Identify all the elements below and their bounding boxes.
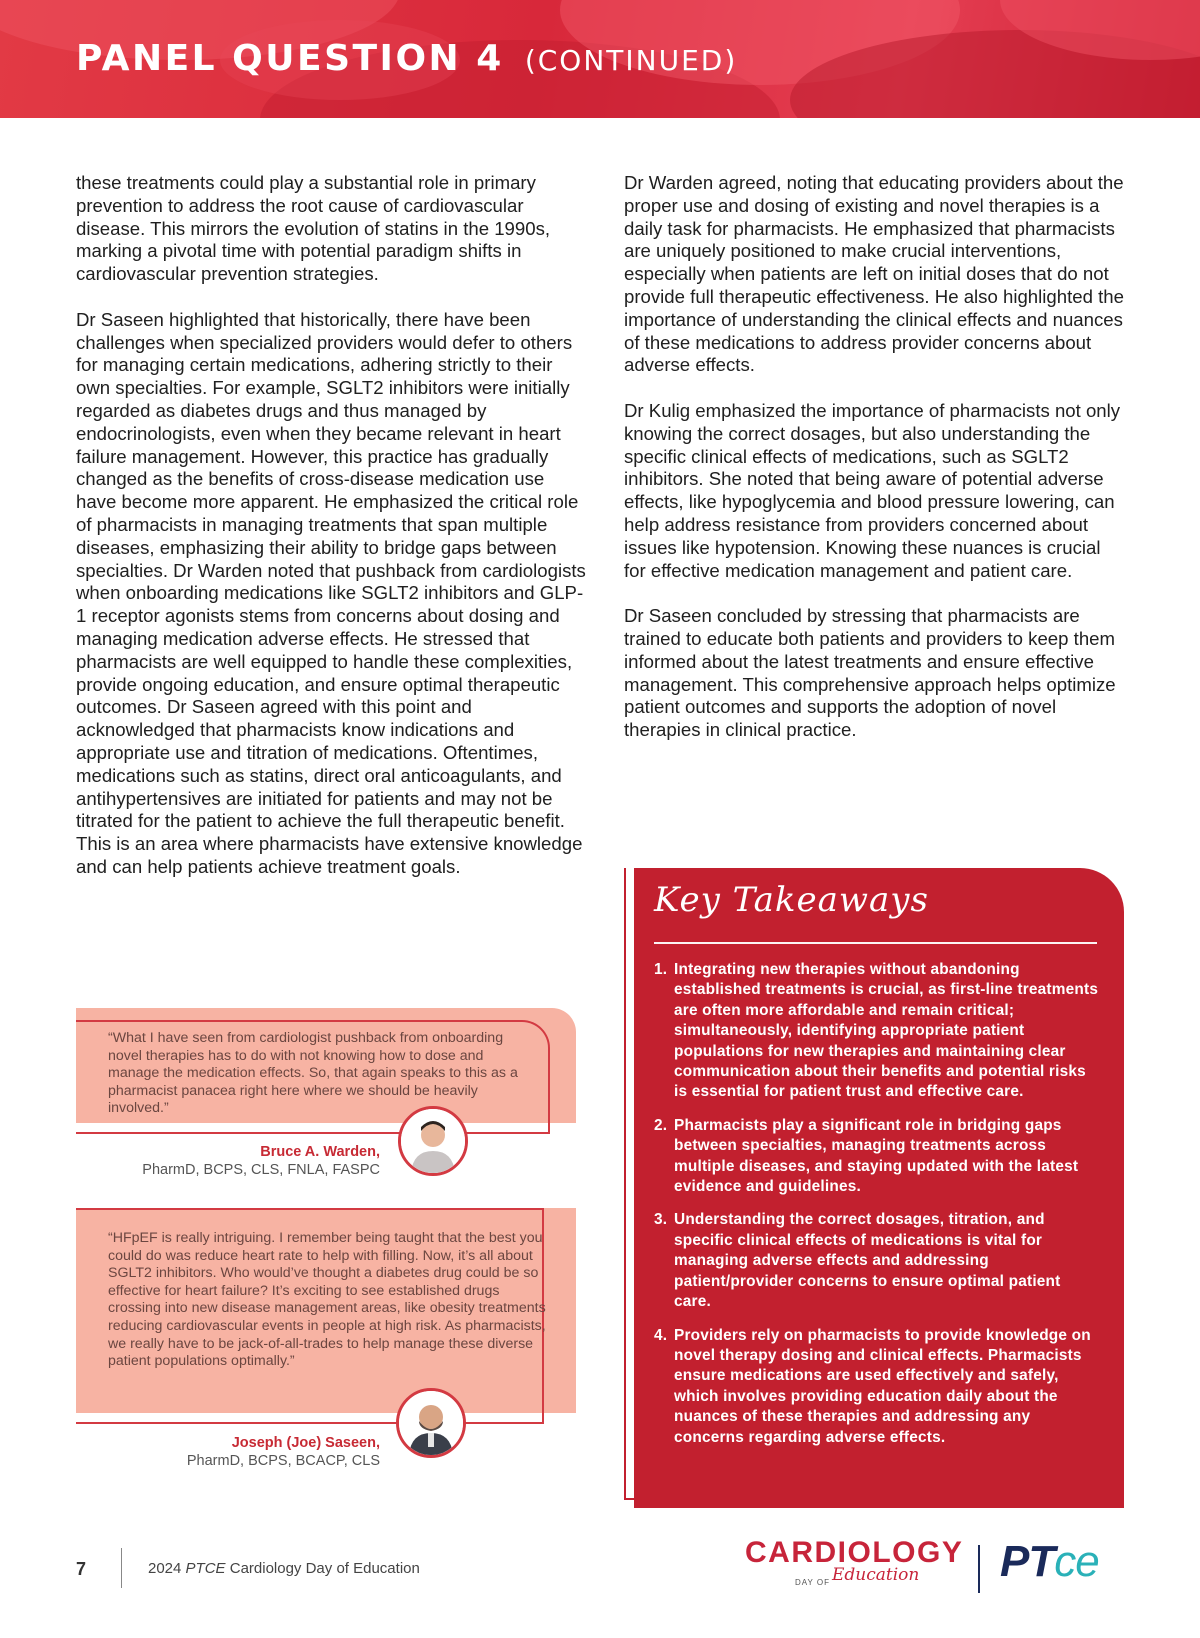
ptce-logo-pt: PT — [1000, 1537, 1055, 1586]
cardiology-logo-education: Education — [832, 1565, 920, 1585]
list-item — [654, 960, 1100, 1103]
title-subtitle: (CONTINUED) — [524, 44, 738, 77]
paragraph: Dr Warden agreed, noting that educating providers about the proper use and dosing of existing and novel therapies is a daily task for pharmacists. He emphasized that pharmacists are uniquely positioned to make crucial interventions, especially when patients are left on initial doses that do not provide full therapeutic effectiveness. He also highlighted the importance of understanding the clinical effects and nuances of these medications to address provider concerns about adverse effects. — [624, 172, 1124, 376]
cardiology-logo-text: CARDIOLOGY — [745, 1536, 964, 1569]
quote-attribution — [187, 1434, 380, 1470]
quote-attribution — [142, 1143, 380, 1179]
page-title — [76, 38, 737, 79]
quote-author-credentials: PharmD, BCPS, BCACP, CLS — [186, 1453, 380, 1469]
ptce-logo — [1000, 1537, 1099, 1587]
list-number: 1. — [654, 961, 668, 978]
logo-divider — [978, 1545, 980, 1593]
footer-text-post: Cardiology Day of Education — [225, 1560, 420, 1577]
list-number: 4. — [654, 1326, 668, 1344]
paragraph: Dr Saseen concluded by stressing that pharmacists are trained to educate both patients and providers to keep them informed about the latest treatments and ensure effective management. This comprehensive approach helps optimize patient outcomes and supports the adoption of novel therapies in clinical practice. — [624, 605, 1116, 741]
list-number: 2. — [654, 1116, 668, 1134]
key-takeaways-list — [654, 960, 1100, 1461]
cardiology-logo-dayof: DAY OF — [795, 1578, 831, 1587]
quote-author-credentials: PharmD, BCPS, CLS, FNLA, FASPC — [142, 1162, 380, 1178]
title-main: PANEL QUESTION 4 — [76, 38, 504, 79]
footer-text-pre: 2024 — [148, 1560, 186, 1577]
list-text: Pharmacists play a significant role in bridging gaps between specialties, managing treatments across multiple diseases, and staying updated with the latest evidence and guidelines. — [674, 1116, 1079, 1196]
right-column — [624, 172, 1124, 765]
divider — [654, 942, 1097, 944]
paragraph: these treatments could play a substantial role in primary prevention to address the root cause of cardiovascular disease. This mirrors the evolution of statins in the 1990s, marking a pivotal time with potential paradigm shifts in cardiovascular prevention strategies. — [76, 172, 551, 285]
footer-text-italic: PTCE — [185, 1560, 226, 1577]
quote-text: “HFpEF is really intriguing. I remember being taught that the best you could do was reduce heart rate to help with filling. Now, it’s all about SGLT2 inhibitors. Who would’ve thought a diabetes drug could be so effective for heart failure? It’s exciting to see established drugs crossing into new disease management areas, like obesity treatments reducing cardiovascular events in people at high risk. As pharmacists, we really have to be jack-of-all-trades to help manage these diverse patient populations optimally.” — [108, 1230, 546, 1370]
footer-divider — [121, 1548, 122, 1588]
ptce-logo-ce: ce — [1054, 1537, 1099, 1586]
list-item — [654, 1116, 1100, 1198]
quote-author-name: Joseph (Joe) Saseen, — [231, 1435, 380, 1451]
left-column — [76, 172, 586, 902]
page-header — [0, 0, 1200, 118]
paragraph: Dr Kulig emphasized the importance of pharmacists not only knowing the correct dosages, but also understanding the specific clinical effects of medications, such as SGLT2 inhibitors. She noted that being aware of potential adverse effects, like hypoglycemia and blood pressure lowering, can help address resistance from providers concerned about issues like hypotension. Knowing these nuances is crucial for effective medication management and patient care. — [624, 399, 1121, 581]
quote-author-name: Bruce A. Warden, — [260, 1144, 380, 1160]
key-takeaways-title: Key Takeaways — [654, 880, 929, 920]
footer-publication — [148, 1560, 420, 1577]
pull-quote-warden — [76, 1008, 576, 1183]
list-text: Understanding the correct dosages, titration, and specific clinical effects of medications is vital for managing adverse effects and addressing patient/provider concerns to ensure optimal patient care. — [674, 1211, 1061, 1311]
avatar-bruce-warden — [398, 1106, 468, 1176]
pull-quote-saseen — [76, 1208, 576, 1468]
quote-text: “What I have seen from cardiologist pushback from onboarding novel therapies has to do with not knowing how to dose and manage the medication effects. So, that again speaks to this as a pharmacist panacea right here where we should be heavily involved.” — [108, 1030, 518, 1117]
list-text: Providers rely on pharmacists to provide knowledge on novel therapy dosing and clinical effects. Pharmacists ensure medications are used effectively and safely, which involves providing education daily about the nuances of these therapies and addressing any concerns regarding adverse effects. — [674, 1326, 1091, 1446]
list-text: Integrating new therapies without abandoning established treatments is crucial, as first-line treatments are often more affordable and remain critical; simultaneously, identifying appropriate patient populations for new therapies and maintaining clear communication about their benefits and potential risks is essential for patient trust and effective care. — [674, 961, 1099, 1101]
list-number: 3. — [654, 1211, 668, 1229]
avatar-joe-saseen — [396, 1388, 466, 1458]
list-item — [654, 1210, 1100, 1312]
list-item — [654, 1326, 1100, 1448]
page-number: 7 — [76, 1559, 87, 1579]
paragraph: Dr Saseen highlighted that historically, there have been challenges when specialized providers would defer to others for managing certain medications, adhering strictly to their own specialties. For example, SGLT2 inhibitors were initially regarded as diabetes drugs and thus managed by endocrinologists, even when they became relevant in heart failure management. However, this practice has gradually changed as the benefits of cross-disease medication use have become more apparent. He emphasized the critical role of pharmacists in managing treatments that span multiple diseases, emphasizing their ability to bridge gaps between specialties. Dr Warden noted that pushback from cardiologists when onboarding medications like SGLT2 inhibitors and GLP-1 receptor agonists stems from concerns about dosing and managing medication adverse effects. He stressed that pharmacists are well equipped to handle these complexities, provide ongoing education, and ensure optimal therapeutic outcomes. Dr Saseen agreed with this point and acknowledged that pharmacists know indications and appropriate use and titration of medications. Oftentimes, medications such as statins, direct oral anticoagulants, and antihypertensives are initiated for patients and may not be titrated for the patient to achieve the full therapeutic benefit. This is an area where pharmacists have extensive knowledge and can help patients achieve treatment goals. — [76, 308, 586, 877]
